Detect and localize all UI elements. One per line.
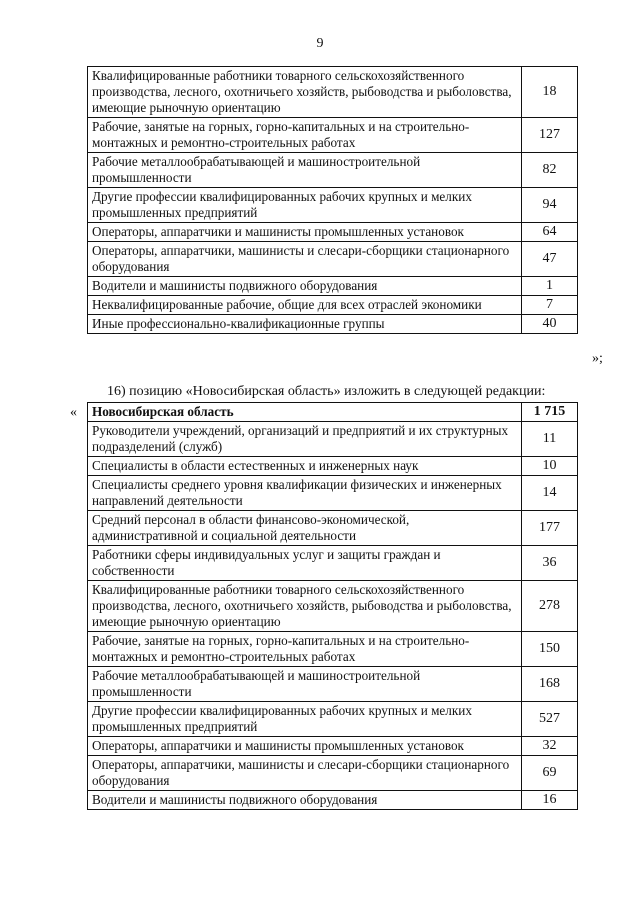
row-name: Другие профессии квалифицированных рабочих крупных и мелких промышленных предприятий: [88, 702, 522, 737]
row-value: 7: [522, 296, 578, 315]
row-name: Руководители учреждений, организаций и предприятий и их структурных подразделений (служб): [88, 422, 522, 457]
table-row: [88, 67, 578, 118]
occupation-table-continued: [87, 66, 578, 334]
row-value: 10: [522, 457, 578, 476]
table-row: [88, 476, 578, 511]
region-name: Новосибирская область: [88, 403, 522, 422]
row-name: Рабочие металлообрабатывающей и машиностроительной промышленности: [88, 153, 522, 188]
row-name: Рабочие, занятые на горных, горно-капитальных и на строительно-монтажных и ремонтно-строительных работах: [88, 632, 522, 667]
table-row: [88, 223, 578, 242]
closing-quote-mark: »;: [592, 351, 603, 366]
table-row: [88, 702, 578, 737]
row-value: 150: [522, 632, 578, 667]
row-value: 16: [522, 791, 578, 810]
row-value: 18: [522, 67, 578, 118]
row-value: 36: [522, 546, 578, 581]
table-row: [88, 667, 578, 702]
amendment-intro-text: 16) позицию «Новосибирская область» изложить в следующей редакции:: [107, 384, 546, 399]
row-value: 40: [522, 315, 578, 334]
region-header-row: [88, 403, 578, 422]
row-value: 64: [522, 223, 578, 242]
row-name: Иные профессионально-квалификационные группы: [88, 315, 522, 334]
row-value: 527: [522, 702, 578, 737]
row-value: 47: [522, 242, 578, 277]
row-name: Операторы, аппаратчики, машинисты и слесари-сборщики стационарного оборудования: [88, 756, 522, 791]
row-name: Водители и машинисты подвижного оборудования: [88, 277, 522, 296]
table-row: [88, 791, 578, 810]
row-name: Операторы, аппаратчики и машинисты промышленных установок: [88, 737, 522, 756]
table-row: [88, 581, 578, 632]
table-row: [88, 632, 578, 667]
row-value: 127: [522, 118, 578, 153]
row-name: Операторы, аппаратчики и машинисты промышленных установок: [88, 223, 522, 242]
table-row: [88, 511, 578, 546]
table-row: [88, 756, 578, 791]
table-row: [88, 188, 578, 223]
row-name: Рабочие, занятые на горных, горно-капитальных и на строительно-монтажных и ремонтно-строительных работах: [88, 118, 522, 153]
row-name: Специалисты среднего уровня квалификации физических и инженерных направлений деятельности: [88, 476, 522, 511]
row-value: 14: [522, 476, 578, 511]
row-name: Водители и машинисты подвижного оборудования: [88, 791, 522, 810]
page-number: 9: [316, 36, 324, 51]
table-row: [88, 546, 578, 581]
table-row: [88, 737, 578, 756]
row-value: 1: [522, 277, 578, 296]
row-name: Другие профессии квалифицированных рабочих крупных и мелких промышленных предприятий: [88, 188, 522, 223]
table-row: [88, 153, 578, 188]
row-name: Рабочие металлообрабатывающей и машиностроительной промышленности: [88, 667, 522, 702]
row-value: 82: [522, 153, 578, 188]
opening-quote-mark: «: [70, 405, 77, 420]
row-name: Квалифицированные работники товарного сельскохозяйственного производства, лесного, охотничьего хозяйств, рыбоводства и рыболовства, имеющие рыночную ориентацию: [88, 67, 522, 118]
table-row: [88, 422, 578, 457]
row-value: 32: [522, 737, 578, 756]
row-name: Неквалифицированные рабочие, общие для всех отраслей экономики: [88, 296, 522, 315]
row-value: 94: [522, 188, 578, 223]
table-row: [88, 242, 578, 277]
row-name: Квалифицированные работники товарного сельскохозяйственного производства, лесного, охотничьего хозяйств, рыбоводства и рыболовства, имеющие рыночную ориентацию: [88, 581, 522, 632]
row-name: Работники сферы индивидуальных услуг и защиты граждан и собственности: [88, 546, 522, 581]
row-name: Средний персонал в области финансово-экономической, административной и социальной деятельности: [88, 511, 522, 546]
row-name: Операторы, аппаратчики, машинисты и слесари-сборщики стационарного оборудования: [88, 242, 522, 277]
region-total: 1 715: [522, 403, 578, 422]
table-row: [88, 457, 578, 476]
row-value: 278: [522, 581, 578, 632]
row-name: Специалисты в области естественных и инженерных наук: [88, 457, 522, 476]
table-row: [88, 315, 578, 334]
row-value: 69: [522, 756, 578, 791]
table-row: [88, 296, 578, 315]
table-row: [88, 277, 578, 296]
novosibirsk-region-table: [87, 402, 578, 810]
row-value: 11: [522, 422, 578, 457]
row-value: 168: [522, 667, 578, 702]
row-value: 177: [522, 511, 578, 546]
table-row: [88, 118, 578, 153]
